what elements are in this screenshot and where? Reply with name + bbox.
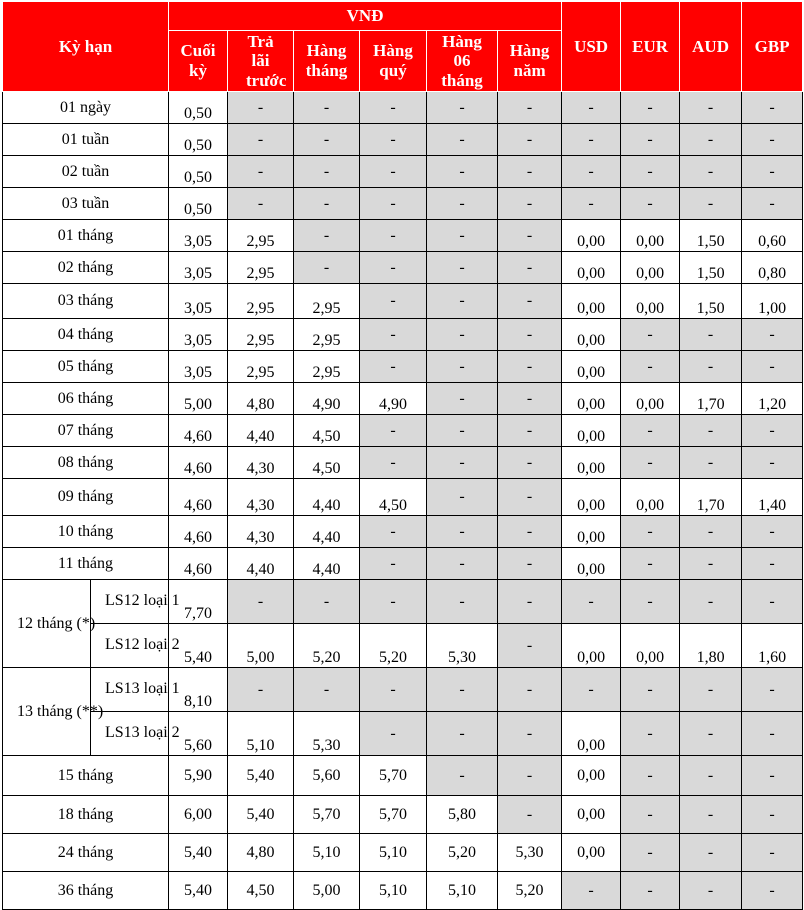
rate-cell-empty: - xyxy=(498,383,562,415)
rate-cell: 0,00 xyxy=(562,415,621,447)
rate-cell: 2,95 xyxy=(294,284,360,319)
rate-cell: 0,50 xyxy=(169,124,228,156)
rate-cell: 1,70 xyxy=(680,479,742,516)
rate-cell: 4,80 xyxy=(228,383,294,415)
rate-cell-empty: - xyxy=(621,188,680,220)
header-row-top xyxy=(3,2,803,31)
currency-header-aud: AUD xyxy=(680,2,742,92)
rate-cell-empty: - xyxy=(621,319,680,351)
rate-cell-empty: - xyxy=(680,756,742,796)
rate-cell-empty: - xyxy=(742,319,803,351)
rate-cell: 0,00 xyxy=(562,319,621,351)
rate-cell-empty: - xyxy=(427,383,498,415)
rate-cell-empty: - xyxy=(742,351,803,383)
term-label: 01 ngày xyxy=(3,92,169,124)
table-row xyxy=(3,548,803,580)
rate-cell: 7,70 xyxy=(169,580,228,624)
rate-cell: 4,40 xyxy=(294,479,360,516)
rate-cell-empty: - xyxy=(360,284,427,319)
term-label: 04 tháng xyxy=(3,319,169,351)
rate-cell-empty: - xyxy=(294,220,360,252)
rate-cell: 4,50 xyxy=(360,479,427,516)
rate-cell: 5,00 xyxy=(294,872,360,910)
term-group-label: 13 tháng (**) xyxy=(3,668,91,756)
table-row xyxy=(3,624,803,668)
rate-cell-empty: - xyxy=(294,156,360,188)
rate-cell: 4,30 xyxy=(228,479,294,516)
rate-cell-empty: - xyxy=(742,756,803,796)
table-row xyxy=(3,156,803,188)
term-header: Kỳ hạn xyxy=(3,2,169,92)
rate-cell-empty: - xyxy=(621,668,680,712)
rate-cell: 0,00 xyxy=(621,624,680,668)
interest-rate-table xyxy=(2,1,803,910)
rate-cell-empty: - xyxy=(742,872,803,910)
table-row xyxy=(3,92,803,124)
rate-cell-empty: - xyxy=(742,188,803,220)
rate-cell: 2,95 xyxy=(228,319,294,351)
rate-cell: 0,00 xyxy=(562,624,621,668)
rate-cell-empty: - xyxy=(228,668,294,712)
rate-cell: 0,00 xyxy=(562,220,621,252)
rate-cell: 4,90 xyxy=(360,383,427,415)
term-label: 01 tháng xyxy=(3,220,169,252)
rate-cell: 0,00 xyxy=(562,284,621,319)
rate-cell: 5,60 xyxy=(294,756,360,796)
rate-cell: 1,80 xyxy=(680,624,742,668)
rate-cell-empty: - xyxy=(360,580,427,624)
rate-cell: 5,00 xyxy=(169,383,228,415)
term-sub-label: LS13 loại 1 xyxy=(91,668,169,712)
rate-cell-empty: - xyxy=(562,124,621,156)
table-row xyxy=(3,479,803,516)
rate-cell-empty: - xyxy=(621,756,680,796)
table-row xyxy=(3,796,803,834)
rate-cell: 6,00 xyxy=(169,796,228,834)
rate-cell-empty: - xyxy=(498,92,562,124)
col-header-hang-thang: Hàng tháng xyxy=(294,31,360,92)
rate-cell-empty: - xyxy=(427,124,498,156)
rate-cell-empty: - xyxy=(680,156,742,188)
rate-cell-empty: - xyxy=(360,447,427,479)
currency-header-gbp: GBP xyxy=(742,2,803,92)
rate-cell: 0,00 xyxy=(562,834,621,872)
rate-cell-empty: - xyxy=(228,580,294,624)
term-label: 01 tuần xyxy=(3,124,169,156)
rate-cell: 4,30 xyxy=(228,516,294,548)
rate-cell: 0,00 xyxy=(621,220,680,252)
rate-cell-empty: - xyxy=(680,447,742,479)
rate-cell-empty: - xyxy=(498,668,562,712)
rate-cell: 5,70 xyxy=(360,796,427,834)
rate-cell-empty: - xyxy=(498,479,562,516)
rate-cell: 2,95 xyxy=(228,252,294,284)
rate-cell: 5,40 xyxy=(228,756,294,796)
rate-cell: 5,40 xyxy=(228,796,294,834)
rate-cell-empty: - xyxy=(294,668,360,712)
rate-cell-empty: - xyxy=(427,548,498,580)
table-row xyxy=(3,383,803,415)
rate-cell-empty: - xyxy=(427,415,498,447)
rate-cell: 5,10 xyxy=(360,872,427,910)
rate-cell: 2,95 xyxy=(228,351,294,383)
rate-cell-empty: - xyxy=(498,624,562,668)
rate-cell-empty: - xyxy=(427,668,498,712)
table-row xyxy=(3,712,803,756)
rate-cell-empty: - xyxy=(621,834,680,872)
rate-cell: 0,50 xyxy=(169,188,228,220)
rate-cell-empty: - xyxy=(680,834,742,872)
rate-cell-empty: - xyxy=(680,872,742,910)
rate-cell: 0,00 xyxy=(562,796,621,834)
rate-cell-empty: - xyxy=(427,516,498,548)
rate-cell-empty: - xyxy=(680,712,742,756)
term-sub-label: LS12 loại 2 xyxy=(91,624,169,668)
term-label: 03 tuần xyxy=(3,188,169,220)
rate-cell-empty: - xyxy=(228,188,294,220)
rate-cell-empty: - xyxy=(498,415,562,447)
rate-cell-empty: - xyxy=(680,796,742,834)
rate-cell-empty: - xyxy=(360,92,427,124)
rate-cell: 0,00 xyxy=(562,756,621,796)
term-label: 03 tháng xyxy=(3,284,169,319)
rate-cell: 0,00 xyxy=(562,516,621,548)
rate-cell-empty: - xyxy=(498,712,562,756)
table-row xyxy=(3,220,803,252)
rate-cell-empty: - xyxy=(742,712,803,756)
rate-cell: 1,60 xyxy=(742,624,803,668)
rate-cell: 4,40 xyxy=(294,548,360,580)
rate-cell-empty: - xyxy=(427,756,498,796)
rate-cell: 5,20 xyxy=(294,624,360,668)
rate-cell-empty: - xyxy=(498,252,562,284)
rate-cell-empty: - xyxy=(498,220,562,252)
rate-cell-empty: - xyxy=(360,252,427,284)
term-label: 10 tháng xyxy=(3,516,169,548)
rate-cell: 4,60 xyxy=(169,415,228,447)
rate-cell-empty: - xyxy=(621,92,680,124)
rate-cell-empty: - xyxy=(680,124,742,156)
rate-cell: 1,50 xyxy=(680,252,742,284)
rate-cell: 0,80 xyxy=(742,252,803,284)
rate-cell: 4,60 xyxy=(169,516,228,548)
rate-cell-empty: - xyxy=(498,548,562,580)
term-group-label: 12 tháng (*) xyxy=(3,580,91,668)
rate-cell-empty: - xyxy=(562,668,621,712)
rate-cell-empty: - xyxy=(621,796,680,834)
rate-cell: 3,05 xyxy=(169,252,228,284)
table-row xyxy=(3,447,803,479)
rate-cell-empty: - xyxy=(427,580,498,624)
table-row xyxy=(3,580,803,624)
rate-cell: 5,20 xyxy=(360,624,427,668)
rate-cell-empty: - xyxy=(562,156,621,188)
vnd-header: VNĐ xyxy=(169,2,562,31)
rate-cell-empty: - xyxy=(621,351,680,383)
rate-cell: 0,00 xyxy=(562,447,621,479)
rate-cell-empty: - xyxy=(427,447,498,479)
term-label: 02 tuần xyxy=(3,156,169,188)
rate-cell-empty: - xyxy=(360,712,427,756)
rate-cell-empty: - xyxy=(427,319,498,351)
rate-cell-empty: - xyxy=(228,156,294,188)
table-row xyxy=(3,415,803,447)
rate-cell-empty: - xyxy=(498,447,562,479)
rate-cell: 4,60 xyxy=(169,479,228,516)
rate-cell-empty: - xyxy=(360,220,427,252)
rate-cell: 0,00 xyxy=(562,351,621,383)
rate-cell-empty: - xyxy=(360,415,427,447)
rate-cell: 4,50 xyxy=(228,872,294,910)
term-label: 09 tháng xyxy=(3,479,169,516)
rate-cell-empty: - xyxy=(742,834,803,872)
rate-cell: 0,50 xyxy=(169,156,228,188)
table-row xyxy=(3,284,803,319)
rate-cell: 1,00 xyxy=(742,284,803,319)
rate-cell: 4,50 xyxy=(294,447,360,479)
rate-cell-empty: - xyxy=(228,124,294,156)
rate-cell-empty: - xyxy=(562,580,621,624)
rate-cell: 1,20 xyxy=(742,383,803,415)
col-header-cuoi-ky: Cuối kỳ xyxy=(169,31,228,92)
rate-cell-empty: - xyxy=(498,319,562,351)
rate-cell-empty: - xyxy=(742,548,803,580)
rate-cell-empty: - xyxy=(621,447,680,479)
rate-cell-empty: - xyxy=(562,188,621,220)
rate-cell: 5,20 xyxy=(498,872,562,910)
rate-cell: 2,95 xyxy=(294,319,360,351)
rate-cell: 0,00 xyxy=(621,252,680,284)
rate-cell: 0,00 xyxy=(562,252,621,284)
rate-cell: 0,00 xyxy=(621,479,680,516)
rate-cell: 8,10 xyxy=(169,668,228,712)
rate-cell: 1,50 xyxy=(680,284,742,319)
rate-cell-empty: - xyxy=(427,220,498,252)
rate-cell-empty: - xyxy=(427,284,498,319)
rate-cell-empty: - xyxy=(680,580,742,624)
rate-cell-empty: - xyxy=(562,92,621,124)
rate-cell-empty: - xyxy=(621,712,680,756)
rate-cell: 1,40 xyxy=(742,479,803,516)
rate-cell-empty: - xyxy=(680,415,742,447)
rate-cell-empty: - xyxy=(498,756,562,796)
rate-cell: 5,40 xyxy=(169,834,228,872)
rate-cell: 5,40 xyxy=(169,624,228,668)
rate-cell: 4,60 xyxy=(169,548,228,580)
rate-cell: 1,50 xyxy=(680,220,742,252)
rate-cell-empty: - xyxy=(680,188,742,220)
table-row xyxy=(3,351,803,383)
rate-cell: 4,40 xyxy=(294,516,360,548)
rate-cell-empty: - xyxy=(680,319,742,351)
rate-cell: 0,00 xyxy=(562,479,621,516)
rate-cell: 1,70 xyxy=(680,383,742,415)
col-header-tra-lai-truoc: Trả lãi trước xyxy=(228,31,294,92)
rate-cell: 5,70 xyxy=(360,756,427,796)
table-row xyxy=(3,516,803,548)
rate-cell-empty: - xyxy=(427,156,498,188)
table-row xyxy=(3,188,803,220)
table-row xyxy=(3,756,803,796)
rate-cell: 2,95 xyxy=(228,284,294,319)
rate-cell: 0,50 xyxy=(169,92,228,124)
rate-cell: 5,30 xyxy=(427,624,498,668)
table-row xyxy=(3,872,803,910)
rate-cell-empty: - xyxy=(360,516,427,548)
rate-cell-empty: - xyxy=(742,92,803,124)
rate-cell: 5,30 xyxy=(498,834,562,872)
rate-cell-empty: - xyxy=(742,124,803,156)
term-label: 15 tháng xyxy=(3,756,169,796)
rate-cell-empty: - xyxy=(228,92,294,124)
rate-cell-empty: - xyxy=(498,124,562,156)
rate-cell-empty: - xyxy=(621,415,680,447)
term-label: 08 tháng xyxy=(3,447,169,479)
rate-cell: 3,05 xyxy=(169,319,228,351)
rate-cell-empty: - xyxy=(427,712,498,756)
rate-cell-empty: - xyxy=(621,124,680,156)
rate-cell-empty: - xyxy=(680,351,742,383)
rate-cell: 5,20 xyxy=(427,834,498,872)
rate-cell: 5,60 xyxy=(169,712,228,756)
rate-cell: 5,10 xyxy=(228,712,294,756)
rate-cell-empty: - xyxy=(742,668,803,712)
rate-cell: 2,95 xyxy=(294,351,360,383)
term-sub-label: LS13 loại 2 xyxy=(91,712,169,756)
rate-cell-empty: - xyxy=(498,516,562,548)
rate-cell: 0,00 xyxy=(621,383,680,415)
rate-cell-empty: - xyxy=(742,516,803,548)
table-row xyxy=(3,124,803,156)
rate-cell-empty: - xyxy=(294,92,360,124)
rate-cell-empty: - xyxy=(680,668,742,712)
term-label: 11 tháng xyxy=(3,548,169,580)
rate-cell: 4,60 xyxy=(169,447,228,479)
rate-cell: 5,10 xyxy=(427,872,498,910)
rate-cell: 4,40 xyxy=(228,548,294,580)
rate-cell: 3,05 xyxy=(169,351,228,383)
rate-cell-empty: - xyxy=(680,516,742,548)
rate-cell-empty: - xyxy=(621,580,680,624)
term-label: 06 tháng xyxy=(3,383,169,415)
col-header-hang-06-thang: Hàng 06 tháng xyxy=(427,31,498,92)
rate-cell-empty: - xyxy=(427,92,498,124)
rate-cell-empty: - xyxy=(621,516,680,548)
rate-cell-empty: - xyxy=(562,872,621,910)
col-header-hang-quy: Hàng quý xyxy=(360,31,427,92)
rate-cell-empty: - xyxy=(742,415,803,447)
rate-cell: 4,80 xyxy=(228,834,294,872)
rate-cell-empty: - xyxy=(427,188,498,220)
rate-cell: 5,10 xyxy=(360,834,427,872)
rate-cell: 4,40 xyxy=(228,415,294,447)
rate-cell-empty: - xyxy=(621,548,680,580)
rate-cell: 4,30 xyxy=(228,447,294,479)
rate-cell-empty: - xyxy=(294,124,360,156)
rate-cell-empty: - xyxy=(498,351,562,383)
rate-cell-empty: - xyxy=(427,351,498,383)
rate-cell: 5,00 xyxy=(228,624,294,668)
rate-cell-empty: - xyxy=(498,188,562,220)
term-label: 07 tháng xyxy=(3,415,169,447)
rate-cell: 0,00 xyxy=(562,548,621,580)
rate-cell: 5,70 xyxy=(294,796,360,834)
rate-cell-empty: - xyxy=(621,156,680,188)
currency-header-usd: USD xyxy=(562,2,621,92)
rate-cell: 5,10 xyxy=(294,834,360,872)
rate-cell-empty: - xyxy=(360,124,427,156)
table-row xyxy=(3,252,803,284)
rate-cell: 0,60 xyxy=(742,220,803,252)
rate-cell: 0,00 xyxy=(562,712,621,756)
rate-cell: 5,80 xyxy=(427,796,498,834)
term-label: 05 tháng xyxy=(3,351,169,383)
rate-cell-empty: - xyxy=(498,284,562,319)
rate-cell: 3,05 xyxy=(169,220,228,252)
rate-cell-empty: - xyxy=(427,479,498,516)
rate-cell: 3,05 xyxy=(169,284,228,319)
rate-cell-empty: - xyxy=(498,580,562,624)
rate-cell-empty: - xyxy=(294,188,360,220)
rate-cell: 4,50 xyxy=(294,415,360,447)
rate-cell-empty: - xyxy=(360,668,427,712)
col-header-hang-nam: Hàng năm xyxy=(498,31,562,92)
term-label: 18 tháng xyxy=(3,796,169,834)
rate-cell: 5,90 xyxy=(169,756,228,796)
rate-cell: 0,00 xyxy=(621,284,680,319)
rate-cell: 4,90 xyxy=(294,383,360,415)
rate-cell: 2,95 xyxy=(228,220,294,252)
table-row xyxy=(3,319,803,351)
term-sub-label: LS12 loại 1 xyxy=(91,580,169,624)
currency-header-eur: EUR xyxy=(621,2,680,92)
term-label: 24 tháng xyxy=(3,834,169,872)
rate-cell-empty: - xyxy=(498,796,562,834)
rate-cell-empty: - xyxy=(680,92,742,124)
rate-cell: 5,40 xyxy=(169,872,228,910)
rate-cell: 0,00 xyxy=(562,383,621,415)
rate-cell-empty: - xyxy=(427,252,498,284)
rate-cell-empty: - xyxy=(742,447,803,479)
rate-cell-empty: - xyxy=(621,872,680,910)
rate-cell-empty: - xyxy=(360,548,427,580)
rate-cell-empty: - xyxy=(680,548,742,580)
rate-cell: 5,30 xyxy=(294,712,360,756)
rate-cell-empty: - xyxy=(360,319,427,351)
rate-cell-empty: - xyxy=(498,156,562,188)
rate-cell-empty: - xyxy=(360,156,427,188)
rate-cell-empty: - xyxy=(294,252,360,284)
table-row xyxy=(3,834,803,872)
rate-cell-empty: - xyxy=(742,580,803,624)
table-row xyxy=(3,668,803,712)
rate-cell-empty: - xyxy=(742,156,803,188)
rate-cell-empty: - xyxy=(294,580,360,624)
term-label: 02 tháng xyxy=(3,252,169,284)
term-label: 36 tháng xyxy=(3,872,169,910)
rate-cell-empty: - xyxy=(360,188,427,220)
rate-cell-empty: - xyxy=(360,351,427,383)
rate-cell-empty: - xyxy=(742,796,803,834)
